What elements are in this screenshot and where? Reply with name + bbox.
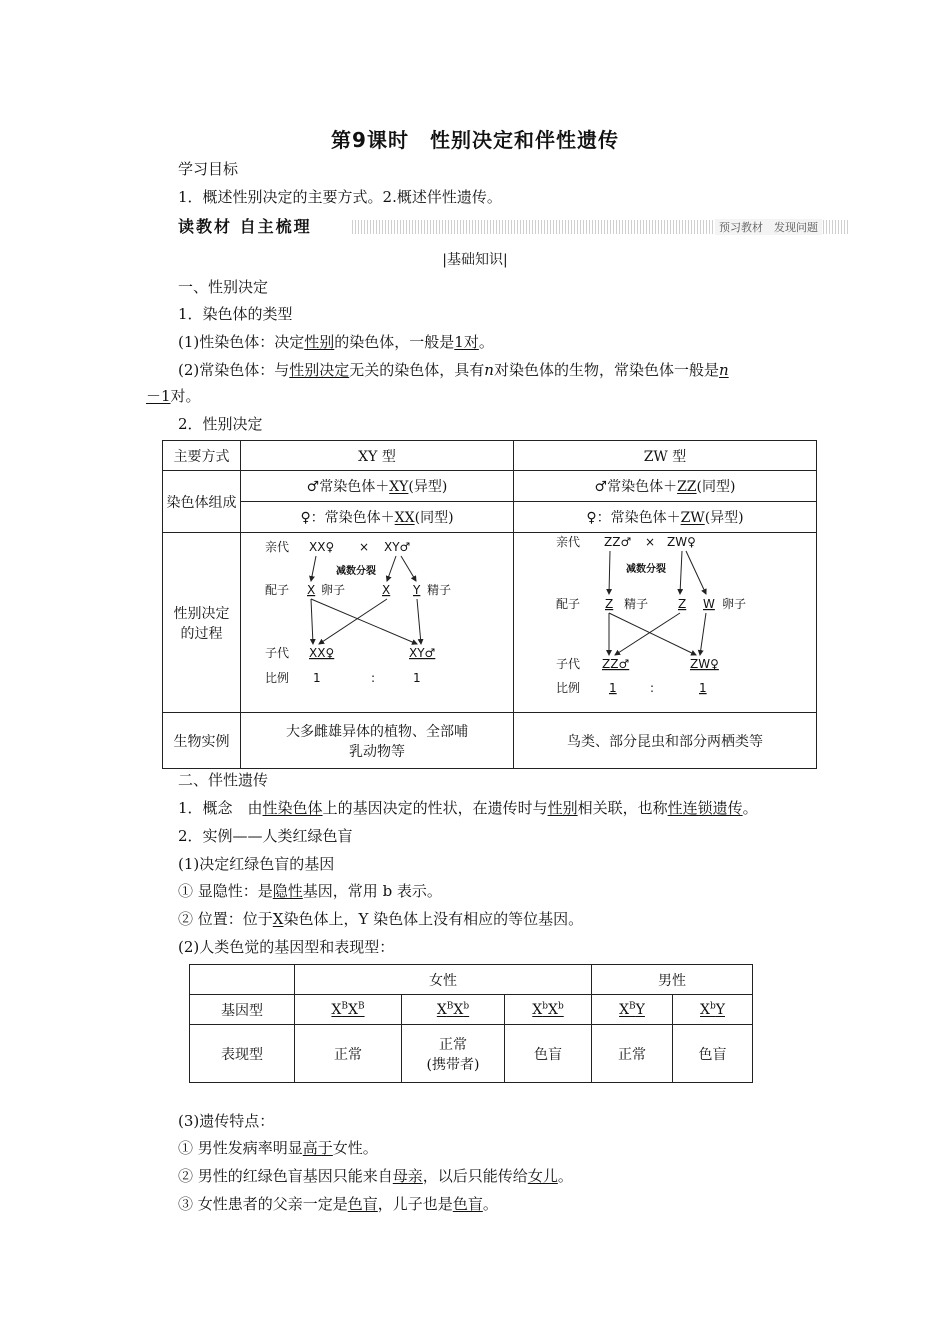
banner-right: 预习教材 发现问题	[715, 219, 822, 235]
xy-example-cell: 大多雌雄异体的植物、全部哺 乳动物等	[241, 713, 514, 769]
page-title: 第9课时 性别决定和伴性遗传	[331, 128, 619, 152]
banner-label: 读教材 自主梳理	[178, 216, 318, 238]
s3-feature2: ② 男性的红绿色盲基因只能来自母亲，以后只能传给女儿。	[178, 1167, 573, 1185]
xy-parent-male: XY♂	[384, 539, 411, 554]
t2-ph5: 色盲	[673, 1025, 753, 1083]
xy-sperm-label: 精子	[427, 582, 452, 597]
t2-ph4: 正常	[592, 1025, 673, 1083]
t2-genotype-label: 基因型	[190, 995, 295, 1025]
zw-male-cell: ♂常染色体＋ZZ(同型)	[514, 471, 817, 502]
xy-offspring-male: XY♂	[409, 645, 436, 660]
s3-feature3: ③ 女性患者的父亲一定是色盲，儿子也是色盲。	[178, 1195, 498, 1213]
zw-ratio-2: 1	[699, 680, 707, 695]
goals-heading: 学习目标	[178, 160, 239, 178]
zw-example-cell: 鸟类、部分昆虫和部分两栖类等	[514, 713, 817, 769]
goals-text: 1．概述性别决定的主要方式。2.概述伴性遗传。	[178, 188, 502, 206]
xy-female-cell: ♀：常染色体＋XX(同型)	[241, 502, 514, 533]
zw-gamete-z2: Z	[678, 596, 687, 611]
s2-sub2: 2．实例——人类红绿色盲	[178, 827, 353, 845]
s1-para2-cont: －1对。	[146, 387, 201, 405]
t2-ph3: 色盲	[505, 1025, 592, 1083]
zw-sperm-label: 精子	[624, 596, 649, 611]
zw-times: ×	[645, 534, 656, 549]
zw-parent-female: ZW♀	[667, 534, 696, 549]
sex-determination-table	[162, 440, 817, 769]
header-xy: XY 型	[241, 441, 514, 471]
xy-offspring-female: XX♀	[309, 645, 335, 660]
xy-diagram	[241, 534, 513, 712]
xy-meiosis: 减数分裂	[336, 565, 376, 577]
t2-g5: $X^bY$	[673, 995, 753, 1025]
t2-g3: $X^bX^b$	[505, 995, 592, 1025]
t2-ph1: 正常	[295, 1025, 402, 1083]
s1-sub1: 1．染色体的类型	[178, 305, 293, 323]
t2-male-header: 男性	[592, 965, 753, 995]
zw-offspring-female: ZW♀	[690, 656, 719, 671]
row-example-label: 生物实例	[163, 713, 241, 769]
t2-corner	[190, 965, 295, 995]
t2-phenotype-label: 表现型	[190, 1025, 295, 1083]
xy-parent-label: 亲代	[265, 539, 290, 554]
t2-g2: $X^BX^b$	[402, 995, 505, 1025]
zw-ratio-1: 1	[609, 680, 617, 695]
s1-para1: (1)性染色体：决定性别的染色体，一般是1对。	[178, 333, 494, 351]
zw-ratio-colon: :	[650, 680, 655, 695]
s2-item1: ① 显隐性：是隐性基因，常用 b 表示。	[178, 882, 442, 900]
xy-ratio-label: 比例	[265, 670, 290, 685]
zw-egg-label: 卵子	[722, 596, 747, 611]
zw-ratio-label: 比例	[556, 680, 581, 695]
zw-meiosis: 减数分裂	[626, 563, 666, 575]
zw-offspring-male: ZZ♂	[602, 656, 630, 671]
zw-offspring-label: 子代	[556, 656, 581, 671]
xy-offspring-label: 子代	[265, 645, 290, 660]
zw-parent-label: 亲代	[556, 534, 581, 549]
color-vision-table	[189, 964, 753, 1083]
s2-p2: (2)人类色觉的基因型和表现型：	[178, 938, 395, 956]
section-label: |基础知识|	[442, 252, 508, 268]
xy-gamete-x2: X	[382, 582, 391, 597]
t2-g4: $X^BY$	[592, 995, 673, 1025]
xy-ratio-2: 1	[413, 670, 421, 685]
zw-diagram	[514, 534, 816, 712]
s2-item2: ② 位置：位于X染色体上，Y 染色体上没有相应的等位基因。	[178, 910, 584, 928]
xy-gamete-y: Y	[413, 582, 421, 597]
xy-male-cell: ♂常染色体＋XY(异型)	[241, 471, 514, 502]
t2-female-header: 女性	[295, 965, 592, 995]
t2-ph2: 正常 (携带者)	[402, 1025, 505, 1083]
row-chromosome-label: 染色体组成	[163, 471, 241, 533]
s2-heading: 二、伴性遗传	[178, 771, 269, 789]
s1-heading: 一、性别决定	[178, 278, 269, 296]
zw-parent-male: ZZ♂	[604, 534, 632, 549]
xy-times: ×	[359, 539, 370, 554]
s1-sub2: 2．性别决定	[178, 415, 263, 433]
xy-parent-female: XX♀	[309, 539, 335, 554]
section-banner	[178, 216, 850, 238]
zw-gamete-w: W	[703, 596, 715, 611]
header-method: 主要方式	[163, 441, 241, 471]
xy-diagram-cell	[241, 533, 514, 713]
s3-feature1: ① 男性发病率明显高于女性。	[178, 1139, 378, 1157]
s2-p1: (1)决定红绿色盲的基因	[178, 855, 335, 873]
xy-ratio-1: 1	[313, 670, 321, 685]
t2-g1: $X^BX^B$	[295, 995, 402, 1025]
zw-gamete-z1: Z	[605, 596, 614, 611]
xy-gamete-label: 配子	[265, 582, 290, 597]
s1-para2: (2)常染色体：与性别决定无关的染色体，具有n对染色体的生物，常染色体一般是n	[178, 361, 729, 379]
row-process-label: 性别决定 的过程	[163, 533, 241, 713]
s2-concept: 1．概念 由性染色体上的基因决定的性状，在遗传时与性别相关联，也称性连锁遗传。	[178, 799, 758, 817]
xy-egg-label: 卵子	[321, 582, 346, 597]
header-zw: ZW 型	[514, 441, 817, 471]
zw-female-cell: ♀：常染色体＋ZW(异型)	[514, 502, 817, 533]
zw-diagram-cell	[514, 533, 817, 713]
zw-gamete-label: 配子	[556, 596, 581, 611]
s3-p3: (3)遗传特点：	[178, 1112, 275, 1130]
xy-gamete-x1: X	[307, 582, 316, 597]
xy-ratio-colon: :	[371, 670, 376, 685]
